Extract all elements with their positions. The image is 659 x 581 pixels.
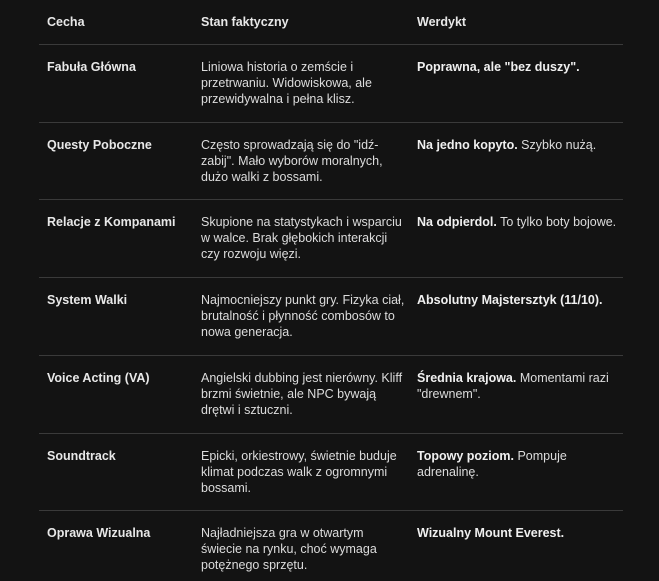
verdict-rest: Pompuje adrenalinę. [417,449,567,479]
verdict-cell [409,370,623,433]
table-header-row [39,0,623,45]
verdict-rest: Szybko nużą. [517,138,597,152]
table-row [39,200,623,278]
verdict-bold: Wizualny Mount Everest. [417,526,565,540]
feature-cell: Relacje z Kompanami [47,215,176,229]
verdict-bold: Na jedno kopyto. [417,138,518,152]
feature-cell: Questy Poboczne [47,138,152,152]
state-cell: Angielski dubbing jest nierówny. Kliff brzmi świetnie, ale NPC bywają drętwi i sztuczni. [201,371,403,417]
comparison-table [39,0,623,581]
table-row [39,356,623,434]
table-row [39,434,623,511]
verdict-cell [409,292,623,355]
verdict-bold: Poprawna, ale "bez duszy". [417,60,580,74]
feature-cell: Oprawa Wizualna [47,526,151,540]
verdict-bold: Absolutny Majstersztyk (11/10). [417,293,603,307]
state-cell: Epicki, orkiestrowy, świetnie buduje klimat podczas walk z ogromnymi bossami. [201,449,397,495]
header-feature: Cecha [47,15,85,29]
state-cell: Często sprowadzają się do "idź-zabij". Mało wyborów moralnych, dużo walki z bossami. [201,138,383,184]
state-cell: Skupione na statystykach i wsparciu w walce. Brak głębokich interakcji czy rozwoju więzi. [201,215,402,261]
header-verdict: Werdykt [417,15,467,29]
verdict-cell [409,137,623,199]
verdict-cell [409,214,623,277]
table-row [39,511,623,581]
verdict-bold: Topowy poziom. [417,449,514,463]
verdict-bold: Na odpierdol. [417,215,497,229]
feature-cell: Soundtrack [47,449,116,463]
table-row [39,278,623,356]
verdict-rest: To tylko boty bojowe. [496,215,617,229]
table-row [39,45,623,123]
feature-cell: System Walki [47,293,128,307]
header-state: Stan faktyczny [201,15,289,29]
verdict-bold: Średnia krajowa. [417,371,517,385]
verdict-rest: Momentami razi "drewnem". [417,371,609,401]
state-cell: Liniowa historia o zemście i przetrwaniu. Widowiskowa, ale przewidywalna i pełna klisz. [201,60,372,106]
state-cell: Najmocniejszy punkt gry. Fizyka ciał, brutalność i płynność combosów to nowa generacja. [201,293,405,339]
verdict-cell [409,59,623,122]
verdict-cell [409,525,623,581]
feature-cell: Fabuła Główna [47,60,136,74]
state-cell: Najładniejsza gra w otwartym świecie na rynku, choć wymaga potężnego sprzętu. [201,526,377,572]
table-row [39,123,623,200]
verdict-cell [409,448,623,510]
feature-cell: Voice Acting (VA) [47,371,150,385]
